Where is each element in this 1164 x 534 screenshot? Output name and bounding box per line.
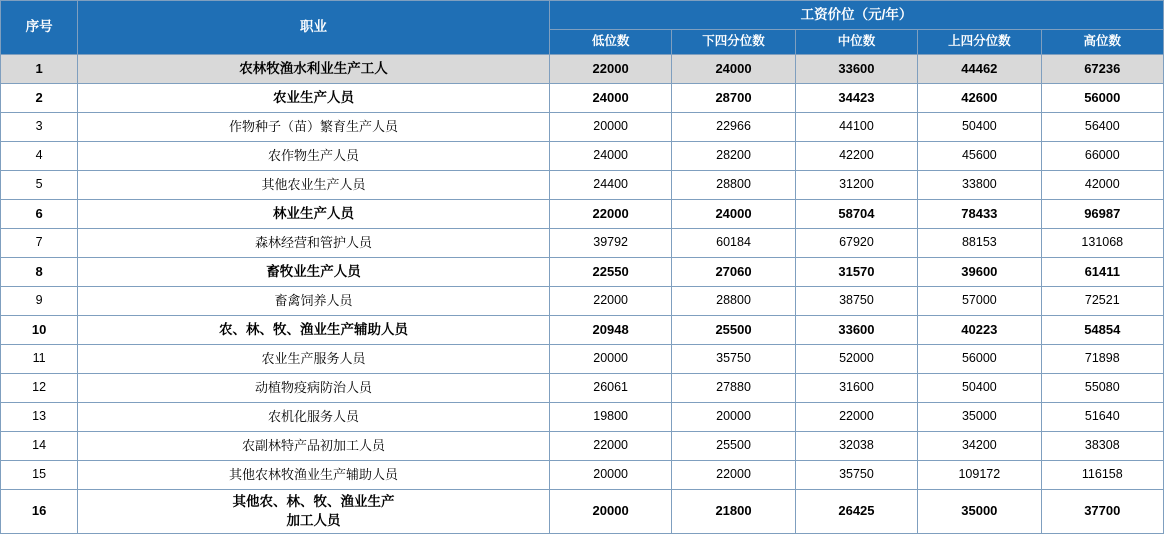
table-row (1, 432, 1164, 461)
cell-value: 24000 (549, 84, 671, 113)
cell-value: 35750 (672, 345, 795, 374)
cell-value: 26425 (795, 490, 917, 534)
table-row (1, 287, 1164, 316)
cell-value: 28700 (672, 84, 795, 113)
cell-value: 32038 (795, 432, 917, 461)
cell-value: 22000 (549, 200, 671, 229)
cell-occupation: 畜牧业生产人员 (78, 258, 550, 287)
cell-value: 22000 (672, 461, 795, 490)
cell-value: 20000 (549, 345, 671, 374)
cell-value: 20000 (549, 461, 671, 490)
table-row (1, 171, 1164, 200)
cell-value: 78433 (918, 200, 1041, 229)
cell-value: 22550 (549, 258, 671, 287)
cell-occupation: 农副林特产品初加工人员 (78, 432, 550, 461)
table-row (1, 200, 1164, 229)
cell-value: 42600 (918, 84, 1041, 113)
cell-value: 24000 (672, 55, 795, 84)
cell-value: 38308 (1041, 432, 1163, 461)
cell-occupation: 农机化服务人员 (78, 403, 550, 432)
header-lower-quartile: 下四分位数 (672, 30, 795, 55)
cell-value: 34423 (795, 84, 917, 113)
cell-value: 28800 (672, 287, 795, 316)
cell-occupation: 动植物疫病防治人员 (78, 374, 550, 403)
cell-value: 27060 (672, 258, 795, 287)
cell-value: 57000 (918, 287, 1041, 316)
cell-value: 116158 (1041, 461, 1163, 490)
cell-value: 67920 (795, 229, 917, 258)
cell-seq: 4 (1, 142, 78, 171)
cell-occupation: 森林经营和管护人员 (78, 229, 550, 258)
cell-value: 24000 (549, 142, 671, 171)
cell-value: 34200 (918, 432, 1041, 461)
cell-seq: 16 (1, 490, 78, 534)
cell-occupation: 林业生产人员 (78, 200, 550, 229)
cell-occupation: 畜禽饲养人员 (78, 287, 550, 316)
cell-value: 28800 (672, 171, 795, 200)
cell-value: 71898 (1041, 345, 1163, 374)
cell-seq: 13 (1, 403, 78, 432)
cell-value: 39792 (549, 229, 671, 258)
header-high: 高位数 (1041, 30, 1163, 55)
cell-value: 39600 (918, 258, 1041, 287)
cell-value: 61411 (1041, 258, 1163, 287)
cell-seq: 3 (1, 113, 78, 142)
table-row (1, 142, 1164, 171)
table-body (1, 55, 1164, 534)
table-row (1, 490, 1164, 534)
cell-value: 22000 (549, 432, 671, 461)
cell-value: 25500 (672, 316, 795, 345)
cell-occupation: 农业生产服务人员 (78, 345, 550, 374)
table-row (1, 84, 1164, 113)
cell-value: 58704 (795, 200, 917, 229)
cell-value: 38750 (795, 287, 917, 316)
cell-occupation: 农作物生产人员 (78, 142, 550, 171)
cell-occupation: 作物种子（苗）繁育生产人员 (78, 113, 550, 142)
table-row (1, 403, 1164, 432)
cell-value: 50400 (918, 374, 1041, 403)
cell-occupation: 农业生产人员 (78, 84, 550, 113)
header-low: 低位数 (549, 30, 671, 55)
cell-value: 56000 (918, 345, 1041, 374)
table-row (1, 55, 1164, 84)
cell-seq: 5 (1, 171, 78, 200)
cell-value: 60184 (672, 229, 795, 258)
cell-value: 96987 (1041, 200, 1163, 229)
cell-value: 33800 (918, 171, 1041, 200)
header-occupation: 职业 (78, 1, 550, 55)
cell-value: 20948 (549, 316, 671, 345)
cell-value: 24000 (672, 200, 795, 229)
cell-occupation: 农林牧渔水利业生产工人 (78, 55, 550, 84)
cell-value: 131068 (1041, 229, 1163, 258)
header-seq: 序号 (1, 1, 78, 55)
cell-occupation: 其他农、林、牧、渔业生产 加工人员 (78, 490, 550, 534)
cell-value: 88153 (918, 229, 1041, 258)
cell-value: 42200 (795, 142, 917, 171)
cell-value: 20000 (549, 113, 671, 142)
header-median: 中位数 (795, 30, 917, 55)
cell-value: 67236 (1041, 55, 1163, 84)
cell-occupation: 其他农业生产人员 (78, 171, 550, 200)
cell-seq: 6 (1, 200, 78, 229)
cell-value: 72521 (1041, 287, 1163, 316)
cell-occupation: 农、林、牧、渔业生产辅助人员 (78, 316, 550, 345)
cell-value: 56400 (1041, 113, 1163, 142)
cell-value: 44100 (795, 113, 917, 142)
cell-value: 52000 (795, 345, 917, 374)
cell-seq: 11 (1, 345, 78, 374)
cell-value: 20000 (549, 490, 671, 534)
cell-value: 22966 (672, 113, 795, 142)
header-wage-group: 工资价位（元/年） (549, 1, 1163, 30)
cell-value: 54854 (1041, 316, 1163, 345)
cell-value: 25500 (672, 432, 795, 461)
table-row (1, 461, 1164, 490)
cell-value: 31570 (795, 258, 917, 287)
cell-seq: 10 (1, 316, 78, 345)
cell-value: 19800 (549, 403, 671, 432)
cell-value: 42000 (1041, 171, 1163, 200)
cell-seq: 1 (1, 55, 78, 84)
cell-value: 35000 (918, 490, 1041, 534)
cell-value: 21800 (672, 490, 795, 534)
table-row (1, 316, 1164, 345)
cell-value: 22000 (795, 403, 917, 432)
table-row (1, 113, 1164, 142)
cell-value: 51640 (1041, 403, 1163, 432)
cell-seq: 12 (1, 374, 78, 403)
cell-value: 56000 (1041, 84, 1163, 113)
cell-value: 35000 (918, 403, 1041, 432)
cell-value: 27880 (672, 374, 795, 403)
cell-value: 31600 (795, 374, 917, 403)
cell-value: 40223 (918, 316, 1041, 345)
cell-seq: 9 (1, 287, 78, 316)
cell-value: 44462 (918, 55, 1041, 84)
cell-value: 24400 (549, 171, 671, 200)
cell-value: 22000 (549, 287, 671, 316)
cell-value: 31200 (795, 171, 917, 200)
cell-value: 66000 (1041, 142, 1163, 171)
cell-value: 22000 (549, 55, 671, 84)
cell-value: 28200 (672, 142, 795, 171)
cell-seq: 2 (1, 84, 78, 113)
cell-value: 26061 (549, 374, 671, 403)
cell-value: 55080 (1041, 374, 1163, 403)
cell-occupation: 其他农林牧渔业生产辅助人员 (78, 461, 550, 490)
cell-seq: 7 (1, 229, 78, 258)
cell-value: 109172 (918, 461, 1041, 490)
cell-seq: 8 (1, 258, 78, 287)
cell-value: 50400 (918, 113, 1041, 142)
cell-value: 33600 (795, 55, 917, 84)
table-row (1, 229, 1164, 258)
cell-value: 20000 (672, 403, 795, 432)
cell-seq: 14 (1, 432, 78, 461)
table-header (1, 1, 1164, 55)
table-row (1, 374, 1164, 403)
cell-value: 37700 (1041, 490, 1163, 534)
cell-value: 45600 (918, 142, 1041, 171)
table-row (1, 258, 1164, 287)
cell-seq: 15 (1, 461, 78, 490)
cell-value: 35750 (795, 461, 917, 490)
header-upper-quartile: 上四分位数 (918, 30, 1041, 55)
table-row (1, 345, 1164, 374)
cell-value: 33600 (795, 316, 917, 345)
